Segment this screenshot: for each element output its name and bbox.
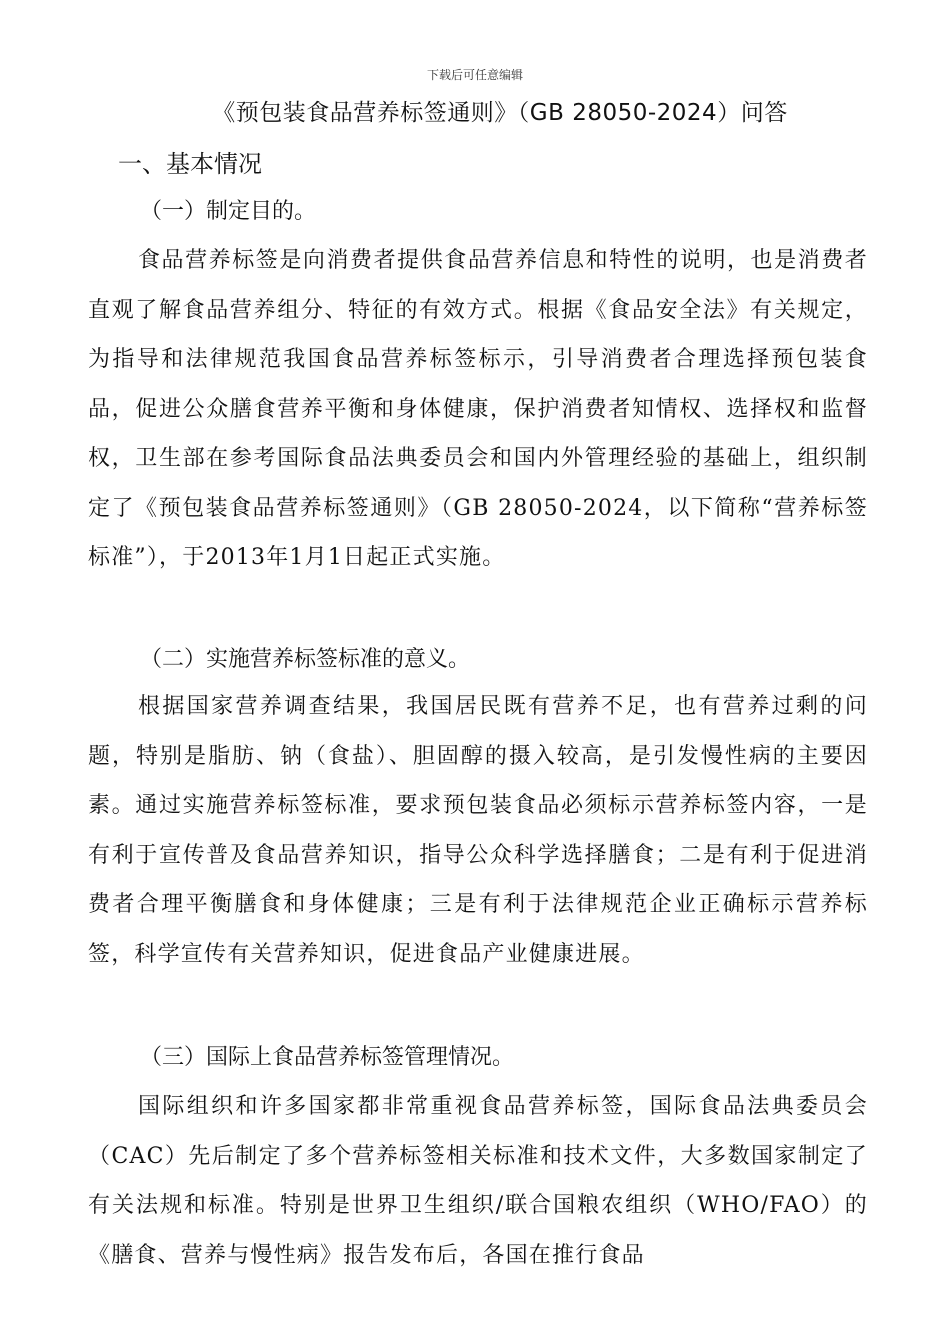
section-heading-basic-info: 一、基本情况 xyxy=(118,150,262,178)
paragraph-significance: 根据国家营养调查结果，我国居民既有营养不足，也有营养过剩的问题，特别是脂肪、钠（食盐）、胆固醇的摄入较高，是引发慢性病的主要因素。通过实施营养标签标准，要求预包装食品必须标示营养标签内容，一是有利于宣传普及食品营养知识，指导公众科学选择膳食；二是有利于促进消费者合理平衡膳食和身体健康；三是有利于法律规范企业正确标示营养标签，科学宣传有关营养知识，促进食品产业健康进展。 xyxy=(88,694,868,967)
watermark-text: 下载后可任意编辑 xyxy=(426,68,523,82)
paragraph-international: 国际组织和许多国家都非常重视食品营养标签，国际食品法典委员会（CAC）先后制定了多个营养标签相关标准和技术文件，大多数国家制定了有关法规和标准。特别是世界卫生组织/联合国粮农组织（WHO/FAO）的《膳食、营养与慢性病》报告发布后，各国在推行食品 xyxy=(88,1094,868,1268)
paragraph-purpose: 食品营养标签是向消费者提供食品营养信息和特性的说明，也是消费者直观了解食品营养组分、特征的有效方式。根据《食品安全法》有关规定，为指导和法律规范我国食品营养标签标示，引导消费者合理选择预包装食品，促进公众膳食营养平衡和身体健康，保护消费者知情权、选择权和监督权，卫生部在参考国际食品法典委员会和国内外管理经验的基础上，组织制定了《预包装食品营养标签通则》（GB 28050-2024，以下简称“营养标签标准”），于2013年1月1日起正式实施。 xyxy=(88,248,868,570)
subsection-heading-significance: （二）实施营养标签标准的意义。 xyxy=(140,647,471,672)
subsection-heading-international: （三）国际上食品营养标签管理情况。 xyxy=(140,1045,515,1070)
subsection-heading-purpose: （一）制定目的。 xyxy=(140,199,317,224)
document-title: 《预包装食品营养标签通则》（GB 28050-2024）问答 xyxy=(212,100,788,126)
